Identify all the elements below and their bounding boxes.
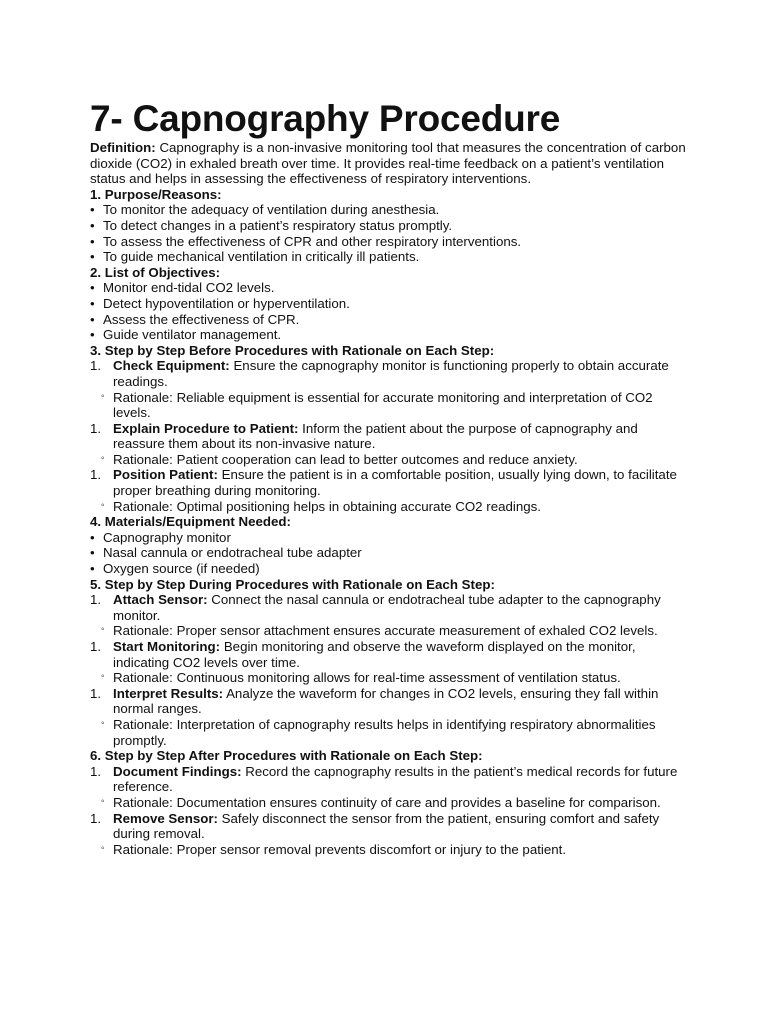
step-number: 1. bbox=[90, 592, 102, 608]
step-label: Start Monitoring: bbox=[113, 639, 221, 654]
section-heading-during: 5. Step by Step During Procedures with Rationale on Each Step: bbox=[90, 576, 495, 592]
step-number: 1. bbox=[90, 763, 102, 779]
section-heading-after: 6. Step by Step After Procedures with Rationale on Each Step: bbox=[90, 748, 483, 764]
circle-bullet-icon: ◦ bbox=[101, 452, 105, 464]
during-steps-list bbox=[90, 592, 688, 748]
page-title: 7- Capnography Procedure bbox=[90, 98, 561, 139]
rationale: ◦ Rationale: Reliable equipment is essential for accurate monitoring and interpretation of CO2 levels. bbox=[101, 389, 653, 421]
list-item: • To guide mechanical ventilation in critically ill patients. bbox=[90, 249, 688, 265]
list-item: • Capnography monitor bbox=[90, 530, 688, 546]
list-item: • Nasal cannula or endotracheal tube adapter bbox=[90, 545, 688, 561]
circle-bullet-icon: ◦ bbox=[101, 624, 105, 636]
step-number: 1. bbox=[90, 810, 102, 826]
definition-text: Capnography is a non-invasive monitoring tool that measures the concentration of carbon dioxide (CO2) in exhaled breath over time. It provides real-time feedback on a patient’s ventilation status and helps in assessing the effectiveness of respiratory interventions. bbox=[90, 140, 686, 187]
definition-label: Definition: bbox=[90, 140, 156, 155]
step-text: Begin monitoring and observe the waveform displayed on the monitor, indicating CO2 levels over time. bbox=[113, 639, 636, 670]
step-label: Check Equipment: bbox=[113, 358, 230, 374]
circle-bullet-icon: ◦ bbox=[101, 842, 105, 854]
list-item: • Guide ventilator management. bbox=[90, 327, 688, 343]
list-item: • To monitor the adequacy of ventilation during anesthesia. bbox=[90, 202, 688, 218]
rationale: ◦ Rationale: Patient cooperation can lead to better outcomes and reduce anxiety. bbox=[101, 451, 578, 467]
circle-bullet-icon: ◦ bbox=[101, 717, 105, 729]
objectives-list bbox=[90, 280, 688, 342]
step-item bbox=[90, 686, 688, 748]
step-number: 1. bbox=[90, 467, 102, 483]
list-item: • Oxygen source (if needed) bbox=[90, 561, 688, 577]
step-number: 1. bbox=[90, 639, 102, 654]
step-text: Record the capnography results in the patient’s medical records for future reference. bbox=[113, 763, 678, 795]
step-item bbox=[90, 421, 688, 468]
step-text: Analyze the waveform for changes in CO2 levels, ensuring they fall within normal ranges. bbox=[113, 685, 659, 717]
step-text: Inform the patient about the purpose of capnography and reassure them about its non-invasive nature. bbox=[113, 420, 638, 452]
step-item bbox=[90, 639, 688, 686]
step-text: Connect the nasal cannula or endotracheal tube adapter to the capnography monitor. bbox=[113, 592, 661, 623]
step-label: Attach Sensor: bbox=[113, 592, 208, 608]
step-item bbox=[90, 811, 688, 858]
step-label: Remove Sensor: bbox=[113, 810, 218, 826]
step-text: Safely disconnect the sensor from the patient, ensuring comfort and safety during removal. bbox=[113, 810, 660, 842]
rationale: ◦ Rationale: Documentation ensures continuity of care and provides a baseline for comparison. bbox=[101, 794, 661, 810]
after-steps-list bbox=[90, 764, 688, 858]
step-item bbox=[90, 592, 688, 639]
rationale: ◦ Rationale: Continuous monitoring allows for real-time assessment of ventilation status. bbox=[101, 670, 621, 686]
list-item: • To detect changes in a patient’s respiratory status promptly. bbox=[90, 218, 688, 234]
section-heading-materials: 4. Materials/Equipment Needed: bbox=[90, 514, 291, 530]
rationale: ◦ Rationale: Proper sensor attachment ensures accurate measurement of exhaled CO2 levels. bbox=[101, 623, 658, 639]
circle-bullet-icon: ◦ bbox=[101, 671, 105, 683]
step-label: Position Patient: bbox=[113, 467, 218, 483]
step-number: 1. bbox=[90, 685, 102, 701]
step-number: 1. bbox=[90, 358, 102, 374]
rationale: ◦ Rationale: Proper sensor removal prevents discomfort or injury to the patient. bbox=[101, 841, 567, 857]
rationale: ◦ Rationale: Optimal positioning helps in obtaining accurate CO2 readings. bbox=[101, 498, 541, 514]
materials-list bbox=[90, 530, 688, 577]
section-heading-before: 3. Step by Step Before Procedures with Rationale on Each Step: bbox=[90, 342, 495, 358]
step-number: 1. bbox=[90, 420, 102, 436]
step-label: Document Findings: bbox=[113, 763, 242, 779]
circle-bullet-icon: ◦ bbox=[101, 795, 105, 807]
step-label: Interpret Results: bbox=[113, 685, 224, 701]
step-text: Ensure the capnography monitor is functioning properly to obtain accurate readings. bbox=[113, 358, 669, 389]
list-item: • Monitor end-tidal CO2 levels. bbox=[90, 280, 688, 296]
purpose-list bbox=[90, 202, 688, 264]
definition-paragraph bbox=[90, 140, 688, 187]
document-body bbox=[90, 140, 688, 857]
step-item bbox=[90, 764, 688, 811]
step-item bbox=[90, 467, 688, 514]
rationale: ◦ Rationale: Interpretation of capnography results helps in identifying respiratory abnormalities promptly. bbox=[101, 716, 656, 748]
list-item: • Assess the effectiveness of CPR. bbox=[90, 312, 688, 328]
circle-bullet-icon: ◦ bbox=[101, 499, 105, 511]
list-item: • Detect hypoventilation or hyperventilation. bbox=[90, 296, 688, 312]
circle-bullet-icon: ◦ bbox=[101, 390, 105, 402]
section-heading-objectives: 2. List of Objectives: bbox=[90, 264, 221, 280]
step-item bbox=[90, 358, 688, 420]
step-text: Ensure the patient is in a comfortable position, usually lying down, to facilitate proper breathing during monitoring. bbox=[113, 467, 677, 499]
section-heading-purpose: 1. Purpose/Reasons: bbox=[90, 186, 222, 202]
before-steps-list bbox=[90, 358, 688, 514]
list-item: • To assess the effectiveness of CPR and other respiratory interventions. bbox=[90, 234, 688, 250]
step-label: Explain Procedure to Patient: bbox=[113, 420, 299, 436]
